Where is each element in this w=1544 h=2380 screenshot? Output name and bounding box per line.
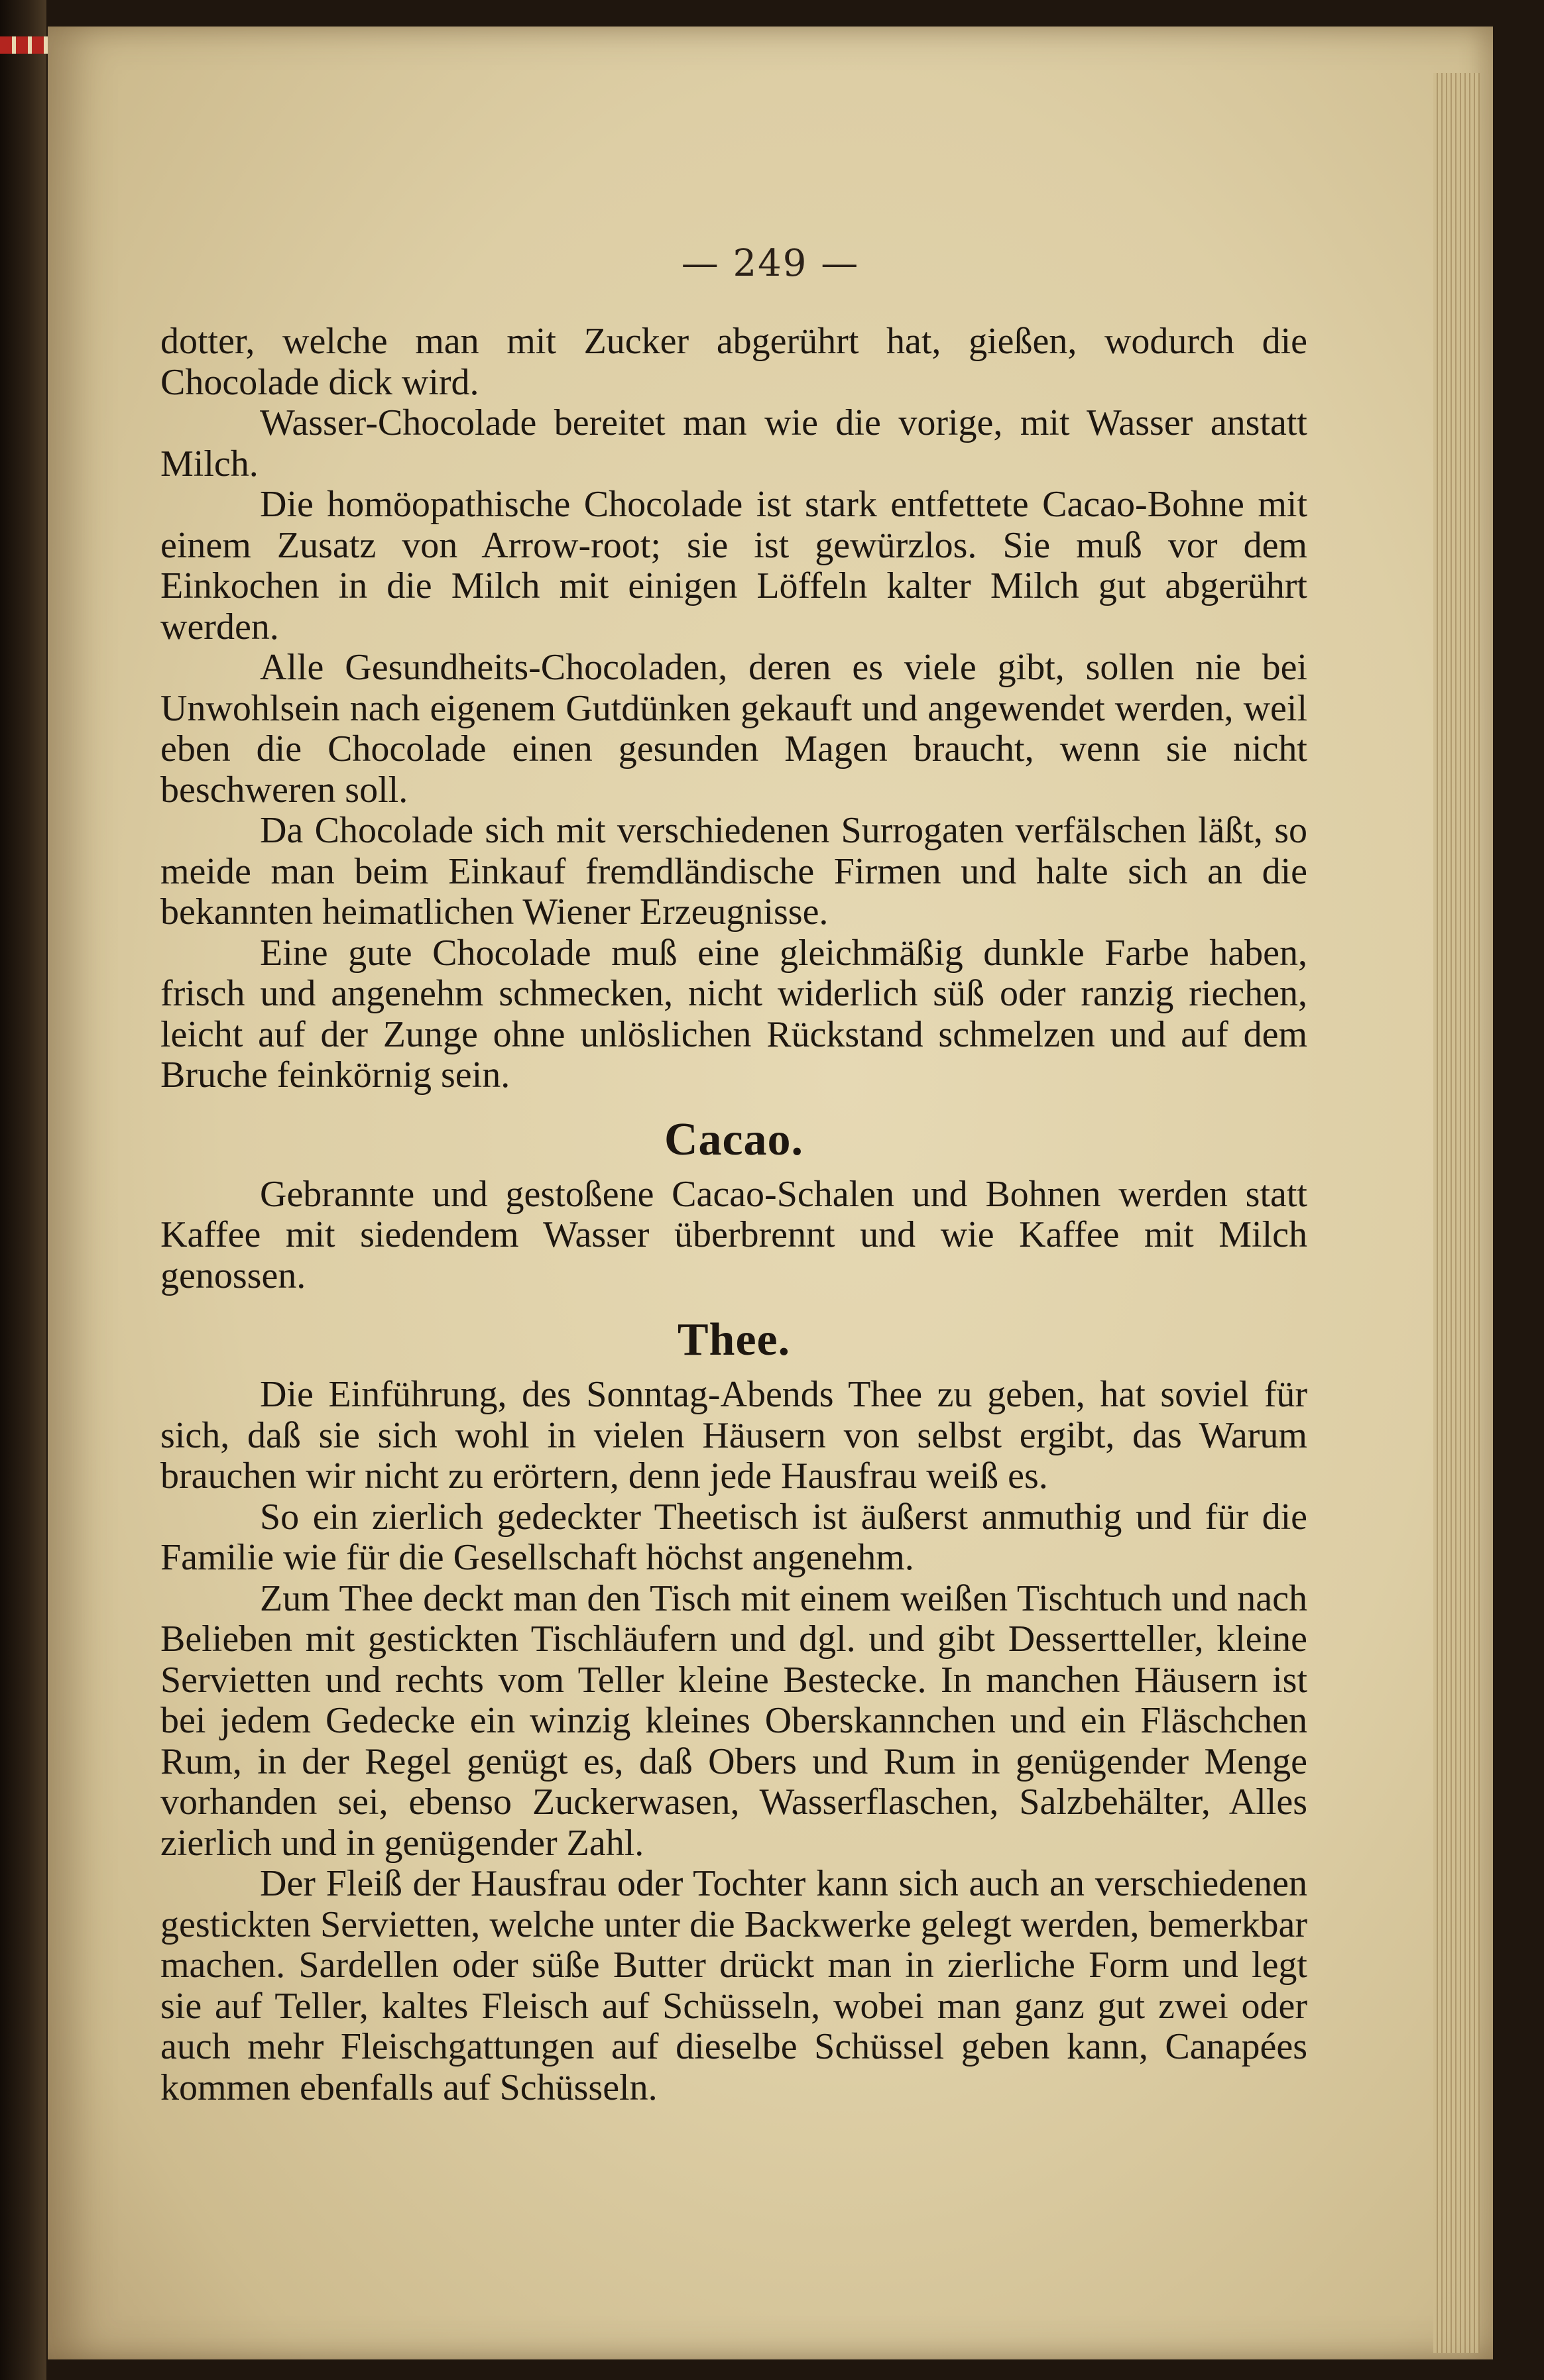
page-text bbox=[160, 321, 1307, 2108]
page-edges bbox=[1433, 73, 1480, 2353]
paragraph: Die homöopathische Chocolade ist stark entfettete Cacao-Bohne mit einem Zusatz von Arrow-root; sie ist gewürzlos. Sie muß vor dem Einkochen in die Milch mit einigen Löffeln kalter Milch gut abgerührt werden. bbox=[160, 484, 1307, 648]
page-number: — 249 — bbox=[681, 242, 860, 285]
paragraph: Die Einführung, des Sonntag-Abends Thee zu geben, hat soviel für sich, daß sie sich wohl in vielen Häusern von selbst ergibt, das Warum brauchen wir nicht zu erörtern, denn jede Hausfrau weiß es. bbox=[160, 1374, 1307, 1497]
section-heading-cacao: Cacao. bbox=[664, 1113, 804, 1165]
paragraph: Der Fleiß der Hausfrau oder Tochter kann sich auch an verschiedenen gestickten Servietten, welche unter die Backwerke gelegt werden, bemerkbar machen. Sardellen oder süße Butter drückt man in zierliche Form und legt sie auf Teller, kaltes Fleisch auf Schüsseln, wobei man ganz gut zwei oder auch mehr Fleischgattungen auf dieselbe Schüssel geben kann, Canapées kommen ebenfalls auf Schüsseln. bbox=[160, 1863, 1307, 2108]
book-page bbox=[48, 27, 1493, 2359]
section-heading-thee: Thee. bbox=[677, 1314, 791, 1365]
paragraph: Zum Thee deckt man den Tisch mit einem weißen Tischtuch und nach Belieben mit gestickten Tischläufern und dgl. und gibt Dessertteller, kleine Servietten und rechts vom Teller kleine Bestecke. In manchen Häusern ist bei jedem Gedecke ein winzig kleines Oberskannchen und ein Fläschchen Rum, in der Regel genügt es, daß Obers und Rum in genügender Menge vorhanden sei, ebenso Zuckerwasen, Wasserflaschen, Salzbehälter, Alles zierlich und in genügender Zahl. bbox=[160, 1577, 1307, 1864]
paragraph: Eine gute Chocolade muß eine gleichmäßig dunkle Farbe haben, frisch und angenehm schmecken, nicht widerlich süß oder ranzig riechen, leicht auf der Zunge ohne unlöslichen Rückstand schmelzen und auf dem Bruche feinkörnig sein. bbox=[160, 932, 1307, 1096]
paragraph: So ein zierlich gedeckter Theetisch ist äußerst anmuthig und für die Familie wie für die Gesellschaft höchst angenehm. bbox=[160, 1496, 1307, 1578]
book-spine bbox=[0, 0, 46, 2380]
paragraph: Da Chocolade sich mit verschiedenen Surrogaten verfälschen läßt, so meide man beim Einkauf fremdländische Firmen und halte sich an die bekannten heimatlichen Wiener Erzeugnisse. bbox=[160, 810, 1307, 933]
paragraph: Gebrannte und gestoßene Cacao-Schalen und Bohnen werden statt Kaffee mit siedendem Wasser überbrennt und wie Kaffee mit Milch genossen. bbox=[160, 1173, 1307, 1296]
paragraph: Wasser-Chocolade bereitet man wie die vorige, mit Wasser anstatt Milch. bbox=[160, 402, 1307, 484]
paragraph: Alle Gesundheits-Chocoladen, deren es viele gibt, sollen nie bei Unwohlsein nach eigenem Gutdünken gekauft und angewendet werden, weil eben die Chocolade einen gesunden Magen braucht, wenn sie nicht beschweren soll. bbox=[160, 647, 1307, 811]
paragraph: dotter, welche man mit Zucker abgerührt hat, gießen, wodurch die Chocolade dick wird. bbox=[160, 321, 1307, 403]
